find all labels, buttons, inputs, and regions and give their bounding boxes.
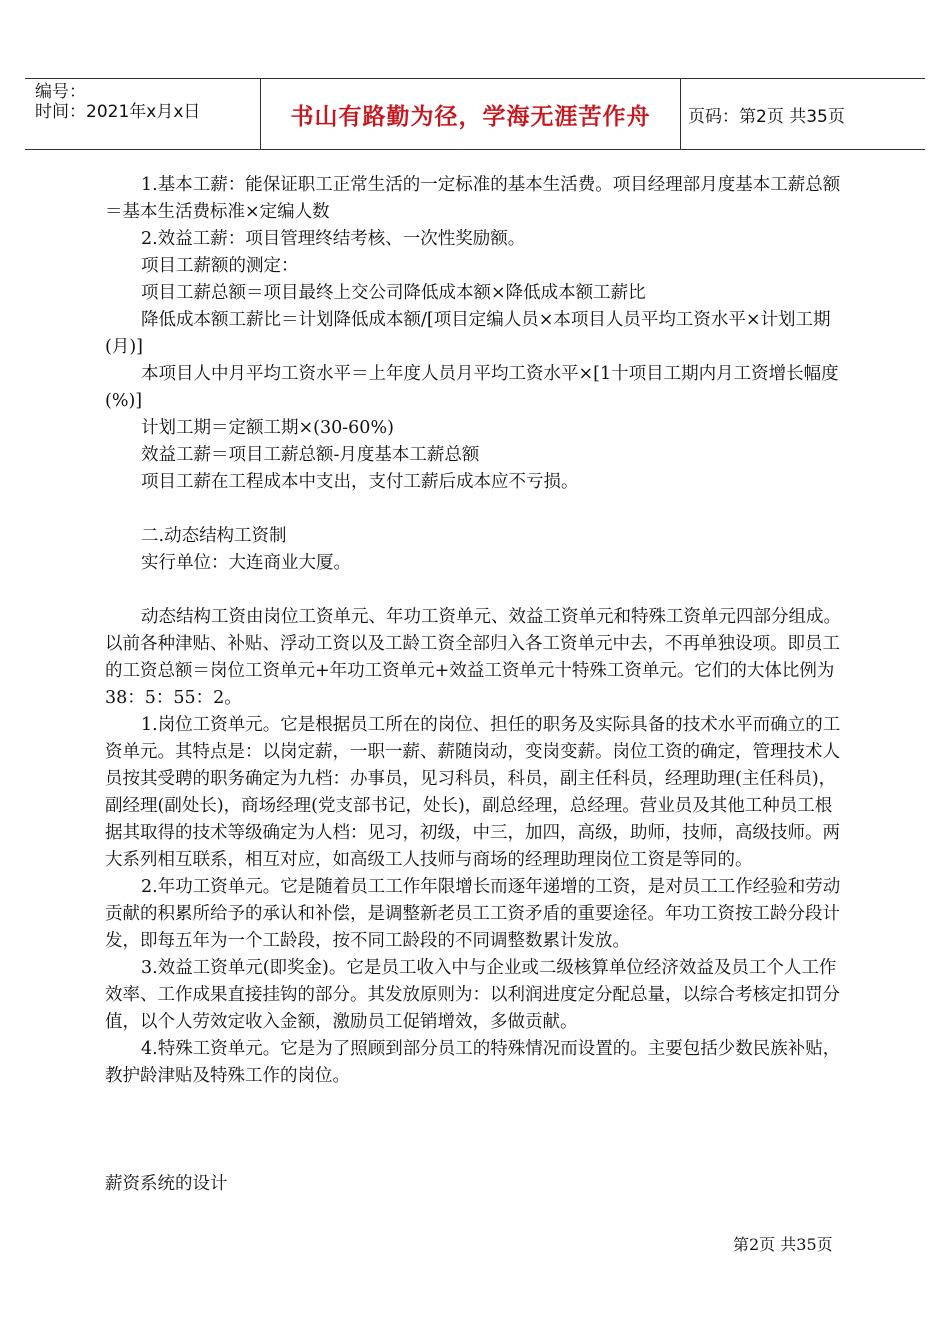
document-body	[105, 172, 849, 1198]
header-motto: 书山有路勤为径，学海无涯苦作舟	[290, 103, 651, 130]
paragraph: 2.年功工资单元。它是随着员工工作年限增长而逐年递增的工资，是对员工工作经验和劳动贡献的积累所给予的承认和补偿，是调整新老员工工资矛盾的重要途径。年功工资按工龄分段计发，即每五年为一个工龄段，按不同工龄段的不同调整数累计发放。	[105, 877, 841, 951]
paragraph: 项目工薪额的测定：	[141, 256, 299, 276]
paragraph: 降低成本额工薪比＝计划降低成本额/[项目定编人员×本项目人员平均工资水平×计划工期(月)]	[105, 310, 831, 357]
section-heading: 二.动态结构工资制	[141, 526, 287, 546]
paragraph: 项目工薪总额＝项目最终上交公司降低成本额×降低成本额工薪比	[141, 283, 646, 303]
paragraph: 计划工期＝定额工期×(30-60%)	[141, 418, 394, 438]
paragraph: 动态结构工资由岗位工资单元、年功工资单元、效益工资单元和特殊工资单元四部分组成。以前各种津贴、补贴、浮动工资以及工龄工资全部归入各工资单元中去，不再单独设项。即员工的工资总额＝岗位工资单元+年功工资单元+效益工资单元十特殊工资单元。它们的大体比例为38：5：55：2。	[105, 607, 841, 708]
paragraph: 效益工薪＝项目工薪总额-月度基本工薪总额	[141, 445, 480, 465]
document-number-label: 编号：	[35, 82, 86, 102]
paragraph: 1.岗位工资单元。它是根据员工所在的岗位、担任的职务及实际具备的技术水平而确立的工资单元。其特点是：以岗定薪，一职一薪、薪随岗动，变岗变薪。岗位工资的确定，管理技术人员按其受聘的职务确定为九档：办事员，见习科员，科员，副主任科员，经理助理(主任科员)，副经理(副处长)，商场经理(党支部书记，处长)，副总经理，总经理。营业员及其他工种员工根据其取得的技术等级确定为人档：见习，初级，中三，加四，高级，助师，技师，高级技师。两大系列相互联系，相互对应，如高级工人技师与商场的经理助理岗位工资是等同的。	[105, 715, 841, 870]
document-time-label: 时间：2021年x月x日	[35, 102, 201, 122]
paragraph: 项目工薪在工程成本中支出，支付工薪后成本应不亏损。	[141, 472, 579, 492]
paragraph: 实行单位：大连商业大厦。	[141, 553, 351, 573]
paragraph: 2.效益工薪：项目管理终结考核、一次性奖励额。	[141, 229, 526, 249]
paragraph: 4.特殊工资单元。它是为了照顾到部分员工的特殊情况而设置的。主要包括少数民族补贴，教护龄津贴及特殊工作的岗位。	[105, 1039, 841, 1086]
footer-page-number: 第2页 共35页	[733, 1235, 833, 1254]
header-meta	[35, 82, 200, 122]
paragraph: 本项目人中月平均工资水平＝上年度人员月平均工资水平×[1十项目工期内月工资增长幅度(%)]	[105, 364, 839, 411]
header-page-number: 页码：第2页 共35页	[688, 106, 845, 127]
closing-heading: 薪资系统的设计	[105, 1174, 228, 1194]
header-divider	[680, 79, 681, 149]
paragraph: 3.效益工资单元(即奖金)。它是员工收入中与企业或二级核算单位经济效益及员工个人工作效率、工作成果直接挂钩的部分。其发放原则为：以利润进度定分配总量，以综合考核定扣罚分值，以个人劳效定收入金额，激励员工促销增效，多做贡献。	[105, 958, 840, 1032]
paragraph: 1.基本工薪：能保证职工正常生活的一定标准的基本生活费。项目经理部月度基本工薪总额＝基本生活费标准×定编人数	[105, 175, 841, 222]
page-header	[25, 78, 925, 150]
